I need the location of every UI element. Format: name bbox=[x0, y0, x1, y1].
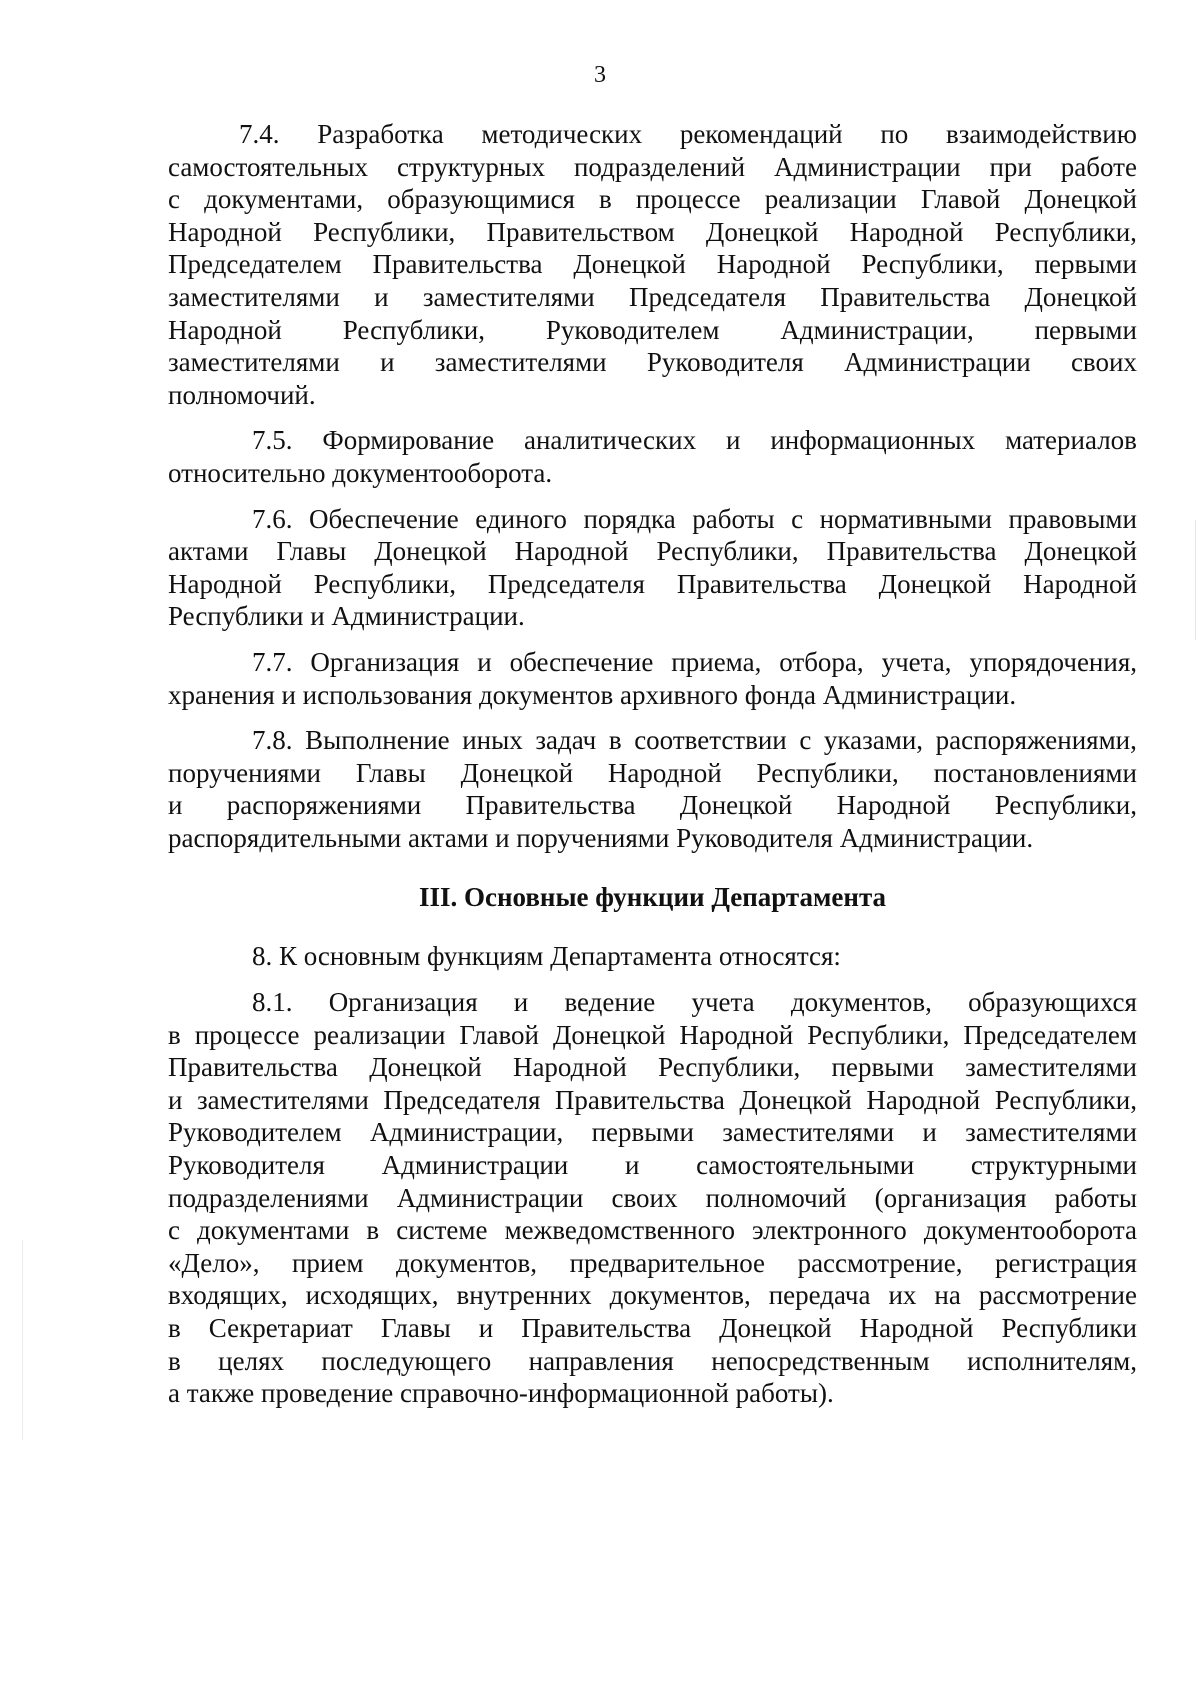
text-line: входящих, исходящих, внутренних документов, передача их на рассмотрение bbox=[168, 1280, 1137, 1311]
text-line: а также проведение справочно-информационной работы). bbox=[168, 1378, 834, 1409]
text-line: с документами в системе межведомственного электронного документооборота bbox=[168, 1215, 1137, 1246]
text-line: актами Главы Донецкой Народной Республики, Правительства Донецкой bbox=[168, 536, 1137, 567]
text-line: заместителями и заместителями Председателя Правительства Донецкой bbox=[168, 281, 1137, 312]
section-ii-tail bbox=[168, 118, 1137, 854]
scan-edge-mark-left bbox=[22, 1240, 23, 1440]
text-line: относительно документооборота. bbox=[168, 457, 553, 488]
text-line: подразделениями Администрации своих полномочий (организация работы bbox=[168, 1182, 1137, 1213]
page-number: 3 bbox=[594, 62, 606, 88]
text-line: Правительства Донецкой Народной Республики, первыми заместителями bbox=[168, 1052, 1137, 1083]
text-line: 7.8. Выполнение иных задач в соответствии с указами, распоряжениями, bbox=[252, 725, 1137, 756]
section-title: III. Основные функции Департамента bbox=[418, 882, 887, 913]
text-line: хранения и использования документов архивного фонда Администрации. bbox=[168, 679, 1017, 710]
text-line: в целях последующего направления непосредственным исполнителям, bbox=[168, 1345, 1137, 1376]
document-body bbox=[168, 118, 1137, 1423]
text-line: 7.7. Организация и обеспечение приема, отбора, учета, упорядочения, bbox=[252, 646, 1137, 677]
section-iii bbox=[168, 940, 1137, 1409]
text-line: Народной Республики, Правительством Донецкой Народной Республики, bbox=[168, 216, 1137, 247]
text-line: в процессе реализации Главой Донецкой Народной Республики, Председателем bbox=[168, 1019, 1137, 1050]
text-line: Народной Республики, Председателя Правительства Донецкой Народной bbox=[168, 568, 1137, 599]
text-line: Руководителем Администрации, первыми заместителями и заместителями bbox=[168, 1117, 1137, 1148]
text-line: 7.4. Разработка методических рекомендаций по взаимодействию bbox=[239, 119, 1137, 149]
paragraph-7-5 bbox=[168, 424, 1137, 489]
paragraph-7-6 bbox=[168, 503, 1137, 633]
text-line: «Дело», прием документов, предварительное рассмотрение, регистрация bbox=[168, 1247, 1137, 1278]
text-line: 7.6. Обеспечение единого порядка работы с нормативными правовыми bbox=[252, 503, 1137, 534]
text-line: Председателем Правительства Донецкой Народной Республики, первыми bbox=[168, 249, 1137, 280]
text-line: в Секретариат Главы и Правительства Донецкой Народной Республики bbox=[168, 1313, 1137, 1343]
scan-edge-mark bbox=[1195, 520, 1196, 640]
text-line: и заместителями Председателя Правительства Донецкой Народной Республики, bbox=[168, 1084, 1137, 1115]
text-line: распорядительными актами и поручениями Руководителя Администрации. bbox=[168, 822, 1034, 853]
text-line: Республики и Администрации. bbox=[168, 601, 525, 632]
paragraph-7-8 bbox=[168, 724, 1137, 854]
text-line: Руководителя Администрации и самостоятельными структурными bbox=[168, 1150, 1137, 1181]
text-line: 7.5. Формирование аналитических и информационных материалов bbox=[252, 425, 1137, 456]
text-line: Народной Республики, Руководителем Администрации, первыми bbox=[168, 314, 1137, 345]
paragraph-8-1 bbox=[168, 986, 1137, 1410]
paragraph-8 bbox=[168, 940, 1137, 973]
text-line: и распоряжениями Правительства Донецкой Народной Республики, bbox=[168, 790, 1137, 821]
text-line: полномочий. bbox=[168, 379, 316, 410]
text-line: 8.1. Организация и ведение учета документов, образующихся bbox=[252, 987, 1137, 1018]
paragraph-7-4 bbox=[168, 118, 1137, 411]
text-line: заместителями и заместителями Руководителя Администрации своих bbox=[168, 347, 1137, 378]
paragraph-7-7 bbox=[168, 646, 1137, 711]
text-line: поручениями Главы Донецкой Народной Республики, постановлениями bbox=[168, 757, 1137, 788]
text-line: с документами, образующимися в процессе реализации Главой Донецкой bbox=[168, 184, 1137, 215]
text-line: самостоятельных структурных подразделений Администрации при работе bbox=[168, 151, 1137, 182]
text-line: 8. К основным функциям Департамента относятся: bbox=[252, 941, 841, 972]
